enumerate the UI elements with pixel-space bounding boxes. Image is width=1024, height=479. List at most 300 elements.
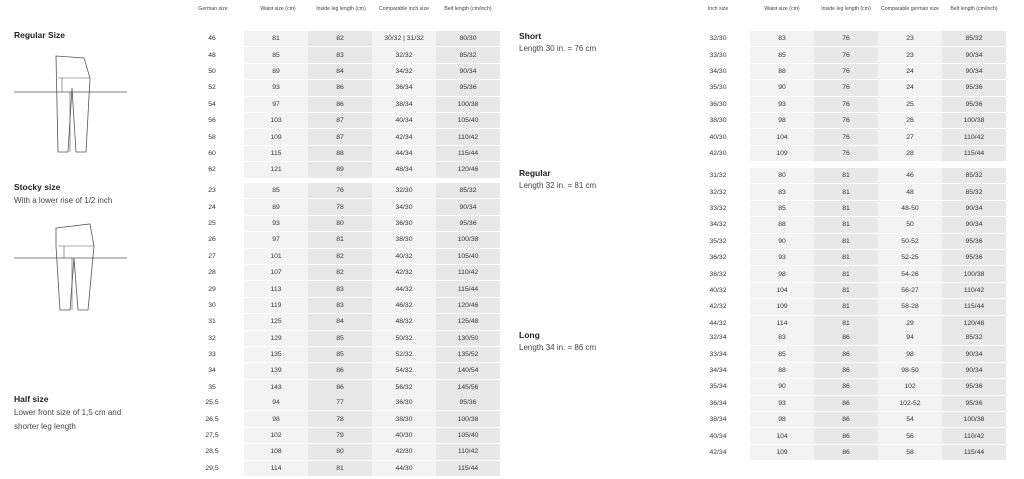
table-cell: 85: [244, 183, 308, 199]
table-row: [686, 80, 1006, 96]
table-row: [180, 281, 500, 297]
table-cell: 104: [750, 428, 814, 444]
table-cell: 97: [244, 232, 308, 248]
table-cell: 95/36: [942, 80, 1006, 96]
table-cell: 42/32: [372, 264, 436, 280]
table-cell: 85: [244, 47, 308, 63]
table-cell: 83: [750, 184, 814, 200]
table-cell: 89: [244, 199, 308, 215]
table-cell: 50/32: [372, 330, 436, 346]
header-inside-leg-right: Inside leg length (cm): [821, 6, 871, 12]
header-belt-length: Belt length (cm/inch): [444, 6, 492, 12]
table-cell: 95/36: [942, 233, 1006, 249]
table-row: [686, 129, 1006, 145]
table-cell: 46: [180, 31, 244, 47]
table-row: [686, 200, 1006, 216]
table-cell: 103: [244, 112, 308, 128]
table-cell: 90/34: [942, 200, 1006, 216]
table-cell: 56: [180, 112, 244, 128]
table-cell: 28: [180, 264, 244, 280]
table-row: [180, 47, 500, 63]
table-cell: 35/30: [686, 80, 750, 96]
table-cell: 100/38: [942, 266, 1006, 282]
table-cell: 28: [878, 145, 942, 161]
section-subtitle-long: Length 34 in. = 86 cm: [519, 343, 597, 352]
table-cell: 88: [750, 217, 814, 233]
table-cell: 113: [244, 281, 308, 297]
table-cell: 90/34: [942, 362, 1006, 378]
table-cell: 48-50: [878, 200, 942, 216]
table-cell: 83: [308, 47, 372, 63]
table-cell: 100/38: [436, 96, 500, 112]
table-row: [686, 63, 1006, 79]
table-cell: 95/36: [942, 379, 1006, 395]
table-cell: 24: [878, 63, 942, 79]
table-cell: 34/32: [372, 63, 436, 79]
table-cell: 32/32: [686, 184, 750, 200]
table-cell: 81: [814, 266, 878, 282]
table-cell: 83: [750, 31, 814, 47]
table-row: [180, 379, 500, 395]
table-cell: 98-50: [878, 362, 942, 378]
section-subtitle-stocky: With a lower rise of 1/2 inch: [14, 196, 113, 205]
table-cell: 90/34: [436, 199, 500, 215]
table-row: [686, 184, 1006, 200]
table-row: [686, 411, 1006, 427]
table-cell: 88: [750, 362, 814, 378]
table-cell: 34: [180, 363, 244, 379]
table-cell: 26: [180, 232, 244, 248]
table-cell: 80: [308, 444, 372, 460]
table-cell: 104: [750, 129, 814, 145]
table-cell: 78: [308, 411, 372, 427]
table-cell: 33: [180, 346, 244, 362]
table-cell: 85/32: [436, 183, 500, 199]
table-cell: 85: [308, 346, 372, 362]
table-cell: 89: [308, 162, 372, 178]
table-cell: 140/54: [436, 363, 500, 379]
table-cell: 48: [878, 184, 942, 200]
table-cell: 25: [180, 215, 244, 231]
table-row: [180, 444, 500, 460]
table-cell: 86: [814, 411, 878, 427]
table-cell: 86: [814, 330, 878, 346]
table-cell: 100/38: [942, 411, 1006, 427]
header-inch-size-right: Inch size: [707, 6, 729, 12]
table-cell: 33/30: [686, 47, 750, 63]
table-cell: 85/32: [942, 31, 1006, 47]
table-cell: 24: [878, 80, 942, 96]
table-cell: 81: [308, 232, 372, 248]
table-cell: 36/32: [686, 249, 750, 265]
table-cell: 44/32: [372, 281, 436, 297]
table-cell: 87: [308, 129, 372, 145]
table-row: [686, 330, 1006, 346]
table-cell: 81: [814, 233, 878, 249]
table-cell: 35: [180, 379, 244, 395]
table-cell: 110/42: [436, 444, 500, 460]
table-cell: 90/34: [942, 346, 1006, 362]
table-cell: 85/32: [942, 184, 1006, 200]
table-cell: 95/36: [436, 80, 500, 96]
table-cell: 95/36: [436, 395, 500, 411]
table-cell: 81: [814, 184, 878, 200]
table-cell: 82: [308, 31, 372, 47]
table-row: [686, 249, 1006, 265]
header-inch-size: Comparable inch size: [379, 6, 429, 12]
table-cell: 115/44: [436, 145, 500, 161]
table-cell: 48/32: [372, 314, 436, 330]
table-cell: 84: [308, 314, 372, 330]
table-cell: 98: [878, 346, 942, 362]
table-row: [686, 31, 1006, 47]
table-cell: 76: [814, 145, 878, 161]
table-cell: 44/32: [686, 315, 750, 331]
table-cell: 35/34: [686, 379, 750, 395]
table-cell: 115/44: [436, 460, 500, 476]
table-cell: 82: [308, 248, 372, 264]
table-row: [180, 346, 500, 362]
table-cell: 38/34: [686, 411, 750, 427]
table-cell: 23: [180, 183, 244, 199]
table-row: [686, 299, 1006, 315]
table-cell: 85/32: [942, 168, 1006, 184]
table-cell: 86: [814, 444, 878, 460]
table-cell: 95/36: [436, 215, 500, 231]
section-subtitle-short: Length 30 in. = 76 cm: [519, 44, 597, 53]
table-row: [686, 266, 1006, 282]
table-cell: 44/34: [372, 145, 436, 161]
table-cell: 110/42: [942, 428, 1006, 444]
table-cell: 105/40: [436, 427, 500, 443]
table-cell: 38/30: [372, 411, 436, 427]
table-row: [180, 145, 500, 161]
table-cell: 54: [878, 411, 942, 427]
table-cell: 125/48: [436, 314, 500, 330]
regular-pants-diagram-icon: [14, 52, 129, 157]
table-cell: 32: [180, 330, 244, 346]
table-cell: 58: [878, 444, 942, 460]
table-cell: 87: [308, 112, 372, 128]
table-cell: 25: [878, 96, 942, 112]
header-inside-leg: Inside leg length (cm): [316, 6, 366, 12]
table-cell: 26,5: [180, 411, 244, 427]
table-cell: 26: [878, 112, 942, 128]
table-row: [180, 427, 500, 443]
table-cell: 80: [750, 168, 814, 184]
table-cell: 110/42: [436, 129, 500, 145]
table-cell: 42/34: [372, 129, 436, 145]
table-cell: 36/30: [372, 215, 436, 231]
table-cell: 42/34: [686, 444, 750, 460]
table-cell: 81: [814, 217, 878, 233]
table-cell: 28,5: [180, 444, 244, 460]
table-cell: 34/34: [686, 362, 750, 378]
table-cell: 34/30: [372, 199, 436, 215]
table-row: [686, 362, 1006, 378]
table-cell: 80: [308, 215, 372, 231]
table-cell: 54/32: [372, 363, 436, 379]
table-row: [686, 346, 1006, 362]
table-cell: 52: [180, 80, 244, 96]
table-cell: 109: [750, 444, 814, 460]
table-cell: 81: [244, 31, 308, 47]
table-cell: 98: [750, 266, 814, 282]
table-cell: 40/34: [686, 428, 750, 444]
table-cell: 40/30: [372, 427, 436, 443]
table-row: [180, 162, 500, 178]
table-cell: 54: [180, 96, 244, 112]
table-row: [180, 129, 500, 145]
table-cell: 100/38: [436, 411, 500, 427]
table-cell: 77: [308, 395, 372, 411]
table-cell: 119: [244, 297, 308, 313]
table-cell: 109: [244, 129, 308, 145]
table-cell: 108: [244, 444, 308, 460]
table-cell: 76: [814, 31, 878, 47]
table-cell: 48/34: [372, 162, 436, 178]
table-cell: 50: [878, 217, 942, 233]
table-cell: 115: [244, 145, 308, 161]
table-cell: 50-52: [878, 233, 942, 249]
table-row: [686, 112, 1006, 128]
table-cell: 42/30: [372, 444, 436, 460]
table-cell: 101: [244, 248, 308, 264]
table-cell: 90/34: [942, 47, 1006, 63]
table-row: [686, 444, 1006, 460]
table-row: [180, 112, 500, 128]
table-row: [180, 63, 500, 79]
table-cell: 84: [308, 63, 372, 79]
table-cell: 40/32: [372, 248, 436, 264]
header-waist-size: Waist size (cm): [260, 6, 296, 12]
table-cell: 90: [750, 80, 814, 96]
header-german-size-right: Comparable german size: [881, 6, 939, 12]
table-cell: 104: [750, 282, 814, 298]
table-row: [180, 297, 500, 313]
table-cell: 102-52: [878, 395, 942, 411]
table-row: [180, 411, 500, 427]
table-cell: 79: [308, 427, 372, 443]
table-regular-size: [180, 31, 500, 179]
table-cell: 83: [750, 330, 814, 346]
table-cell: 93: [750, 395, 814, 411]
table-cell: 46/32: [372, 297, 436, 313]
table-cell: 24: [180, 199, 244, 215]
table-cell: 90/34: [942, 63, 1006, 79]
table-row: [180, 96, 500, 112]
table-cell: 27: [878, 129, 942, 145]
table-cell: 110/42: [942, 129, 1006, 145]
table-cell: 115/44: [436, 281, 500, 297]
section-subtitle-half: Lower front size of 1,5 cm and shorter leg length: [14, 408, 122, 431]
header-waist-size-right: Waist size (cm): [764, 6, 800, 12]
table-cell: 60: [180, 145, 244, 161]
table-cell: 38/34: [372, 96, 436, 112]
table-cell: 125: [244, 314, 308, 330]
table-row: [686, 168, 1006, 184]
table-cell: 98: [244, 411, 308, 427]
table-cell: 81: [814, 282, 878, 298]
table-cell: 31/32: [686, 168, 750, 184]
table-half-size: [180, 395, 500, 477]
table-cell: 33/34: [686, 346, 750, 362]
table-cell: 40/30: [686, 129, 750, 145]
table-cell: 52-25: [878, 249, 942, 265]
table-cell: 29,5: [180, 460, 244, 476]
table-cell: 100/38: [436, 232, 500, 248]
table-cell: 120/46: [436, 297, 500, 313]
table-cell: 81: [814, 200, 878, 216]
table-row: [180, 31, 500, 47]
table-row: [686, 96, 1006, 112]
table-cell: 36/30: [372, 395, 436, 411]
table-cell: 94: [878, 330, 942, 346]
section-title-short: Short: [519, 31, 542, 41]
table-cell: 38/32: [686, 266, 750, 282]
table-cell: 86: [308, 363, 372, 379]
table-cell: 81: [814, 168, 878, 184]
table-cell: 110/42: [436, 264, 500, 280]
table-cell: 62: [180, 162, 244, 178]
table-cell: 86: [308, 80, 372, 96]
table-cell: 29: [878, 315, 942, 331]
table-row: [686, 145, 1006, 161]
table-cell: 30/32 | 31/32: [372, 31, 436, 47]
table-cell: 56/32: [372, 379, 436, 395]
table-cell: 98: [750, 112, 814, 128]
header-belt-length-right: Belt length (cm/inch): [950, 6, 998, 12]
table-cell: 88: [750, 63, 814, 79]
table-cell: 81: [814, 249, 878, 265]
table-row: [180, 248, 500, 264]
table-cell: 93: [750, 96, 814, 112]
section-title-regular-length: Regular: [519, 168, 551, 178]
table-cell: 23: [878, 47, 942, 63]
table-row: [180, 395, 500, 411]
table-cell: 85: [308, 330, 372, 346]
table-cell: 85: [750, 200, 814, 216]
table-cell: 86: [308, 96, 372, 112]
table-cell: 115/44: [942, 299, 1006, 315]
table-cell: 95/36: [942, 395, 1006, 411]
table-cell: 100/38: [942, 112, 1006, 128]
table-row: [180, 183, 500, 199]
table-cell: 76: [814, 47, 878, 63]
table-cell: 38/30: [372, 232, 436, 248]
table-cell: 40/32: [686, 282, 750, 298]
table-row: [180, 314, 500, 330]
section-subtitle-regular-length: Length 32 in. = 81 cm: [519, 181, 597, 190]
section-title-stocky: Stocky size: [14, 182, 61, 192]
table-cell: 110/42: [942, 282, 1006, 298]
table-cell: 86: [814, 379, 878, 395]
table-cell: 135/52: [436, 346, 500, 362]
section-title-long: Long: [519, 330, 540, 340]
table-cell: 107: [244, 264, 308, 280]
table-row: [180, 232, 500, 248]
table-cell: 86: [814, 395, 878, 411]
table-row: [180, 363, 500, 379]
table-cell: 54-26: [878, 266, 942, 282]
table-cell: 85: [750, 346, 814, 362]
table-cell: 58-28: [878, 299, 942, 315]
table-cell: 94: [244, 395, 308, 411]
table-cell: 81: [814, 315, 878, 331]
table-row: [180, 264, 500, 280]
table-cell: 31: [180, 314, 244, 330]
table-cell: 36/30: [686, 96, 750, 112]
table-cell: 109: [750, 145, 814, 161]
table-cell: 88: [308, 145, 372, 161]
table-cell: 135: [244, 346, 308, 362]
table-cell: 40/34: [372, 112, 436, 128]
table-row: [686, 282, 1006, 298]
table-cell: 83: [308, 281, 372, 297]
table-cell: 36/34: [686, 395, 750, 411]
table-row: [686, 395, 1006, 411]
table-cell: 143: [244, 379, 308, 395]
table-row: [686, 428, 1006, 444]
table-cell: 120/46: [942, 315, 1006, 331]
table-row: [686, 47, 1006, 63]
table-row: [686, 217, 1006, 233]
table-cell: 81: [308, 460, 372, 476]
table-stocky-size: [180, 183, 500, 396]
table-cell: 93: [750, 249, 814, 265]
table-cell: 30: [180, 297, 244, 313]
table-cell: 89: [244, 63, 308, 79]
table-cell: 33/32: [686, 200, 750, 216]
table-cell: 35/32: [686, 233, 750, 249]
table-cell: 90/34: [942, 217, 1006, 233]
table-regular-length: [686, 168, 1006, 332]
table-cell: 42/30: [686, 145, 750, 161]
table-long-length: [686, 330, 1006, 461]
table-cell: 139: [244, 363, 308, 379]
table-row: [686, 379, 1006, 395]
table-cell: 29: [180, 281, 244, 297]
table-cell: 56: [878, 428, 942, 444]
table-cell: 34/30: [686, 63, 750, 79]
table-cell: 95/36: [942, 249, 1006, 265]
table-row: [180, 199, 500, 215]
table-cell: 81: [814, 299, 878, 315]
table-cell: 38/30: [686, 112, 750, 128]
stocky-pants-diagram-icon: [14, 218, 129, 313]
table-cell: 102: [244, 427, 308, 443]
table-cell: 32/30: [686, 31, 750, 47]
table-cell: 97: [244, 96, 308, 112]
table-cell: 56-27: [878, 282, 942, 298]
table-cell: 32/32: [372, 47, 436, 63]
table-cell: 42/32: [686, 299, 750, 315]
table-cell: 130/50: [436, 330, 500, 346]
table-cell: 86: [308, 379, 372, 395]
table-cell: 85: [750, 47, 814, 63]
table-cell: 25,5: [180, 395, 244, 411]
table-row: [686, 315, 1006, 331]
table-cell: 86: [814, 428, 878, 444]
table-cell: 78: [308, 199, 372, 215]
table-cell: 23: [878, 31, 942, 47]
table-cell: 86: [814, 362, 878, 378]
table-cell: 52/32: [372, 346, 436, 362]
table-cell: 121: [244, 162, 308, 178]
table-cell: 115/44: [942, 145, 1006, 161]
table-cell: 114: [750, 315, 814, 331]
table-cell: 86: [814, 346, 878, 362]
